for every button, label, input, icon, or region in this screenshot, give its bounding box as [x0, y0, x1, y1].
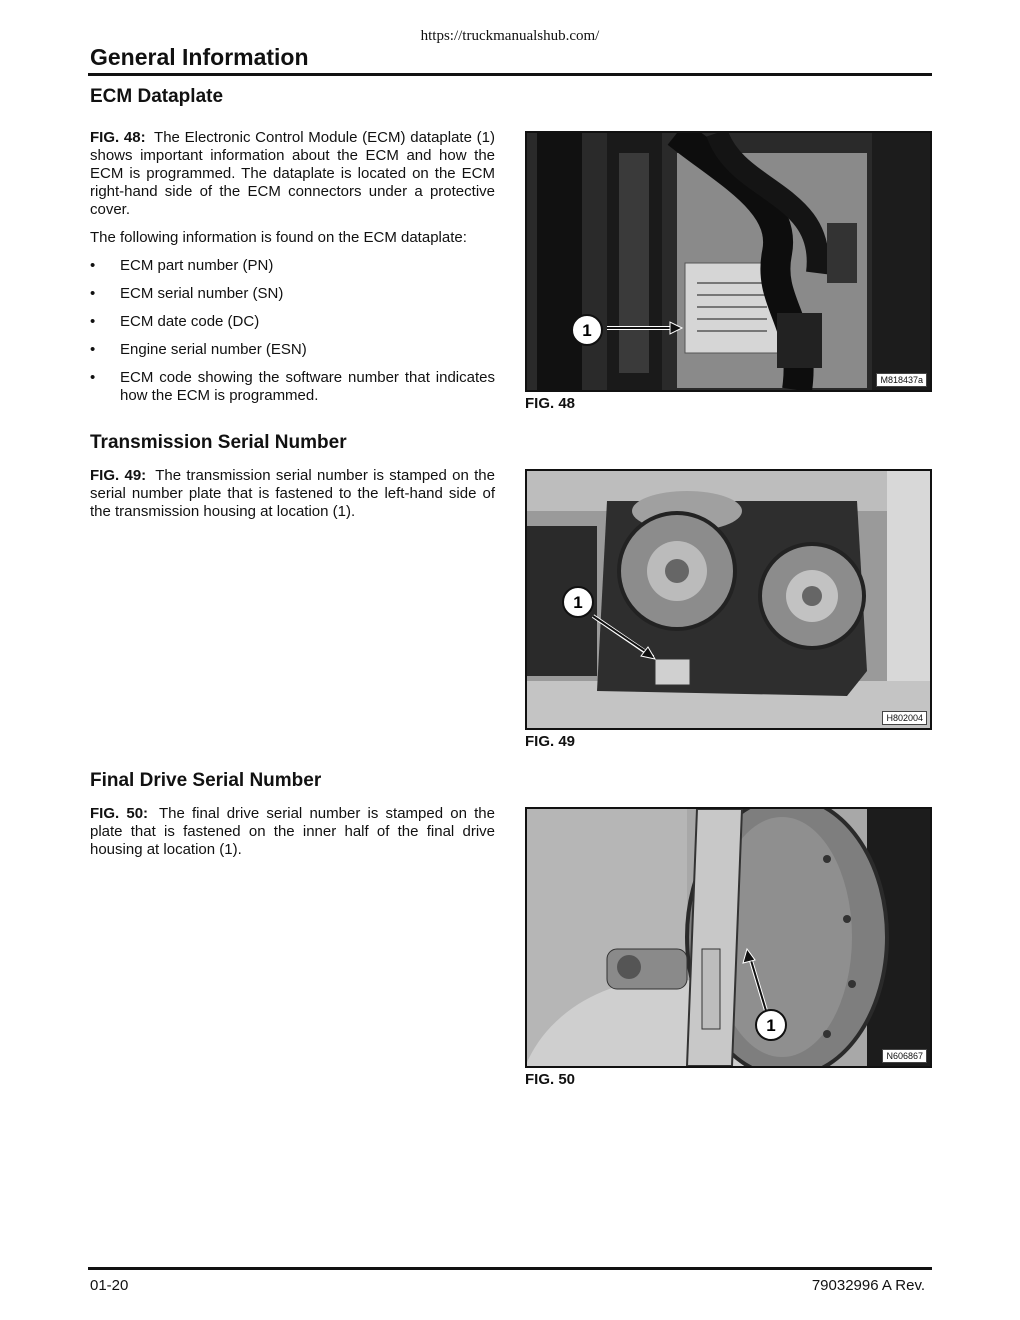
footer-divider — [88, 1267, 932, 1270]
transmission-paragraph — [90, 467, 495, 521]
ecm-photo-illustration — [527, 133, 930, 390]
figure-50-caption: FIG. 50 — [525, 1071, 576, 1088]
ecm-dataplate-text — [90, 129, 495, 415]
figure-49-photo — [525, 469, 932, 730]
list-item: • ECM part number (PN) — [90, 257, 274, 274]
callout-number: 1 — [573, 593, 583, 612]
paragraph-body: The transmission serial number is stamped on the serial number plate that is fastened to the left-hand side of the transmission housing at location (1). — [90, 467, 495, 520]
section-heading-final-drive-serial: Final Drive Serial Number — [90, 770, 322, 791]
page-number: 01-20 — [90, 1277, 129, 1294]
callout-marker — [570, 313, 604, 347]
final-drive-photo-illustration — [527, 809, 930, 1066]
final-drive-serial-text — [90, 805, 495, 869]
fig-reference: FIG. 48: — [90, 129, 146, 146]
callout-marker — [754, 1008, 788, 1042]
list-item: • ECM serial number (SN) — [90, 285, 284, 302]
document-number: 79032996 A Rev. — [811, 1277, 925, 1294]
figure-image-id: N606867 — [882, 1049, 927, 1063]
fig-reference: FIG. 50: — [90, 805, 149, 822]
list-item: • Engine serial number (ESN) — [90, 341, 307, 358]
dataplate-info-list — [90, 257, 495, 405]
figure-48-caption: FIG. 48 — [525, 395, 576, 412]
figure-image-id: M818437a — [876, 373, 927, 387]
callout-number: 1 — [582, 321, 592, 340]
list-item: • ECM code showing the software number that indicates how the ECM is programmed. — [90, 369, 495, 404]
figure-image-id: H802004 — [882, 711, 927, 725]
fig-reference: FIG. 49: — [90, 467, 147, 484]
list-item: • ECM date code (DC) — [90, 313, 260, 330]
callout-number: 1 — [766, 1016, 776, 1035]
section-heading-ecm-dataplate: ECM Dataplate — [90, 86, 224, 107]
title-divider — [88, 73, 932, 76]
figure-50-photo — [525, 807, 932, 1068]
figure-49-caption: FIG. 49 — [525, 733, 576, 750]
section-heading-transmission-serial: Transmission Serial Number — [90, 432, 347, 453]
callout-marker — [561, 585, 595, 619]
ecm-dataplate-intro: The following information is found on the ECM dataplate: — [90, 229, 467, 246]
transmission-serial-text — [90, 467, 495, 531]
final-drive-paragraph — [90, 805, 495, 859]
page-title: General Information — [90, 44, 309, 70]
figure-48-photo — [525, 131, 932, 392]
paragraph-body: The final drive serial number is stamped on the plate that is fastened on the inner half of the final drive housing at location (1). — [90, 805, 495, 858]
source-url[interactable]: https://truckmanualshub.com/ — [420, 28, 600, 44]
ecm-dataplate-paragraph — [90, 129, 495, 219]
paragraph-body: The Electronic Control Module (ECM) dataplate (1) shows important information about the ECM and how the ECM is programmed. The dataplate is located on the ECM right-hand side of the ECM connectors under a protective cover. — [90, 129, 495, 218]
